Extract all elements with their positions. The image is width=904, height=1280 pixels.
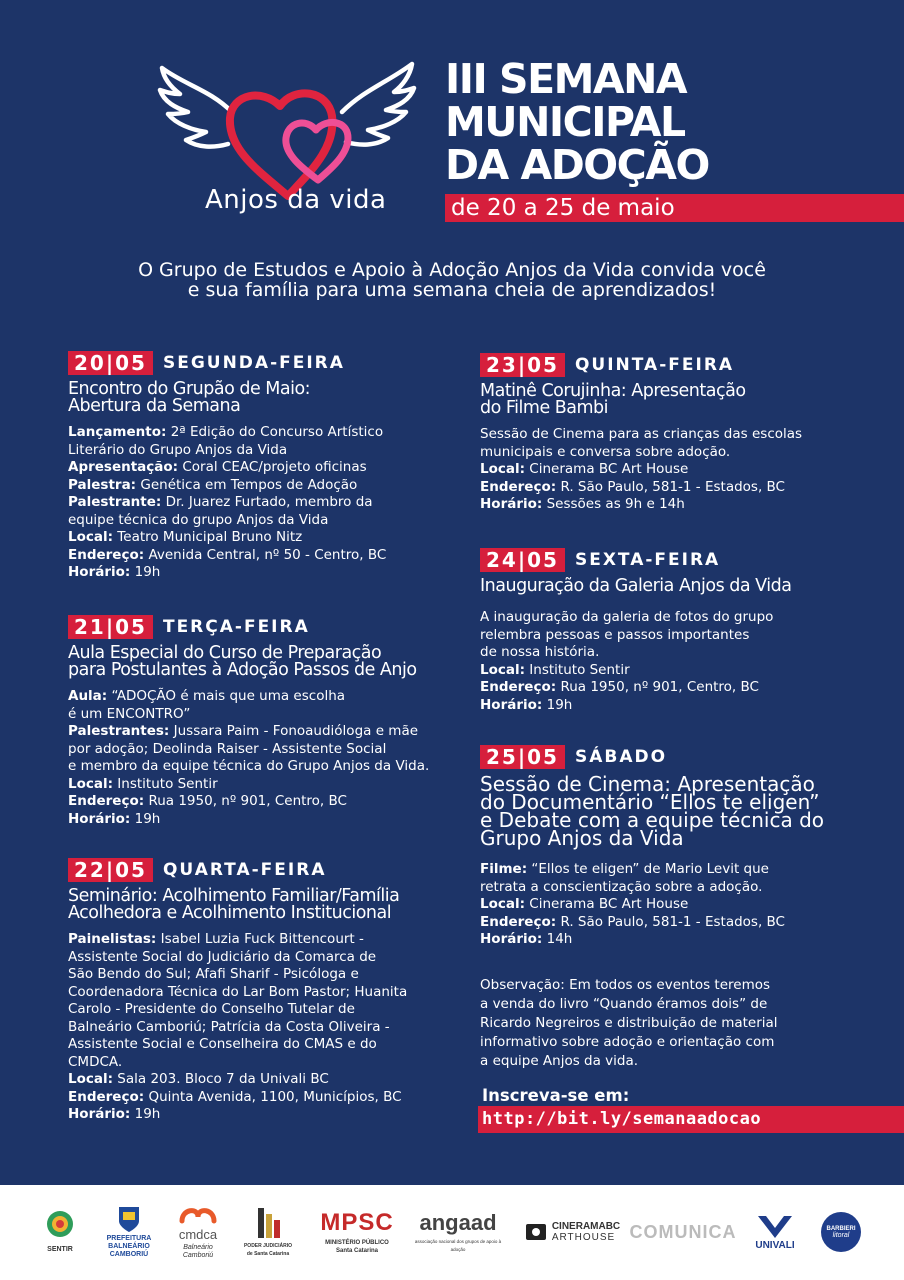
sentir-caption: SENTIR [47,1246,73,1253]
detail-label: Lançamento: [68,424,167,440]
detail-line [480,479,802,497]
detail-line [480,627,791,645]
detail-label: Painelistas: [68,931,157,947]
detail-text: Instituto Sentir [113,775,218,792]
date-badge: 21|05 [68,615,153,639]
observation-line: Observação: Em todos os eventos teremos [480,977,771,993]
mpsc-name: MPSC [320,1209,394,1236]
event-friday [480,548,791,714]
event-details [480,426,802,514]
sentir-logo [40,1197,80,1267]
detail-text: relembra pessoas e passos importantes [480,626,750,643]
detail-line [480,914,824,932]
title-line: do Documentário “Ellos te eligen” [480,790,820,814]
detail-text: é um ENCONTRO” [68,705,191,722]
caption-line: CAMBORIÚ [109,1251,149,1258]
detail-line [480,644,791,662]
detail-line [68,741,429,759]
detail-line [68,793,429,811]
detail-text: Cinerama BC Art House [525,896,689,912]
day-name: TERÇA-FEIRA [162,617,310,637]
comunica-name: COMUNICA [629,1221,737,1242]
detail-line [68,547,386,565]
detail-line [68,459,386,477]
caption-line: BARBIERI [826,1225,856,1232]
day-name: SEXTA-FEIRA [574,550,721,570]
detail-label: Local: [68,775,114,792]
signup-link-banner[interactable] [478,1106,904,1133]
coat-of-arms-icon [117,1205,141,1233]
detail-text: Rua 1950, nº 901, Centro, BC [556,679,759,695]
detail-text: CMDCA. [68,1053,123,1070]
detail-label: Endereço: [480,478,557,495]
detail-line [68,758,429,776]
detail-label: Horário: [68,810,131,827]
detail-text: Genética em Tempos de Adoção [136,476,358,493]
cinerama-logo [522,1197,622,1267]
caption-line: PREFEITURA [106,1235,152,1242]
detail-text: Coral CEAC/projeto oficinas [178,459,367,475]
detail-line [68,723,429,741]
detail-line [68,477,386,495]
detail-text: por adoção; Deolinda Raiser - Assistente Social [68,740,387,757]
detail-line [480,461,802,479]
detail-text: Assistente Social e Conselheira do CMAS e do [68,1036,377,1052]
detail-line [68,1071,407,1089]
detail-line [68,966,407,984]
event-details [68,688,429,828]
cmdca-icon [178,1205,218,1227]
detail-text: Coordenadora Técnica do Lar Bom Pastor; Huanita [68,983,408,1000]
date-range-banner [445,194,904,222]
detail-text: Avenida Central, nº 50 - Centro, BC [144,546,387,563]
cmdca-caption: Balneário Camboriú [182,1243,214,1259]
detail-text: Carolo - Presidente do Conselho Tutelar de [68,1001,355,1017]
detail-text: 2ª Edição do Concurso Artístico [166,424,384,440]
angaad-name: angaad [419,1210,497,1235]
detail-label: Horário: [68,1106,131,1122]
judiciario-logo [243,1197,293,1267]
event-title [480,772,825,850]
detail-label: Local: [480,896,526,912]
detail-text: 19h [130,1106,161,1122]
comunica-logo [629,1197,737,1267]
detail-line [68,688,429,706]
caption-line: ARTHOUSE [551,1232,616,1243]
detail-text: Sala 203. Bloco 7 da Univali BC [113,1071,329,1087]
detail-text: e membro da equipe técnica do Grupo Anjos da Vida. [68,758,430,774]
title-line: Grupo Anjos da Vida [480,826,684,850]
day-name: SÁBADO [574,747,668,767]
detail-text: Sessões as 9h e 14h [542,496,685,512]
sponsor-logos [0,1185,904,1280]
detail-text: Dr. Juarez Furtado, membro da [161,494,373,510]
univali-name: UNIVALI [755,1239,795,1251]
detail-line [68,529,386,547]
detail-label: Palestra: [68,476,137,493]
event-wednesday [68,858,407,1124]
detail-text: “Ellos te eligen” de Mario Levit que [527,861,769,877]
detail-label: Horário: [68,564,131,580]
detail-line [68,1089,407,1107]
intro-text [60,260,844,300]
detail-text: Instituto Sentir [525,661,630,678]
title-line: Matinê Corujinha: Apresentação [480,381,746,401]
univali-logo [748,1197,802,1267]
detail-line [68,1036,407,1054]
detail-label: Endereço: [68,546,145,563]
title-line: Encontro do Grupão de Maio: [68,379,311,399]
detail-line [68,1106,407,1124]
cmdca-logo [172,1197,224,1267]
detail-text: 19h [130,810,161,827]
detail-text: Isabel Luzia Fuck Bittencourt - [156,931,364,947]
title-line: DA ADOÇÃO [445,141,709,189]
detail-line [68,1019,407,1037]
detail-line [480,931,824,949]
barbieri-logo [818,1197,864,1267]
detail-text: equipe técnica do grupo Anjos da Vida [68,511,329,528]
intro-line: O Grupo de Estudos e Apoio à Adoção Anjos da Vida convida você [138,259,766,281]
detail-line [480,609,791,627]
event-details [68,424,386,582]
detail-label: Local: [68,529,114,545]
event-title [68,888,407,922]
detail-line [68,494,386,512]
judiciario-caption [244,1242,292,1258]
judiciario-icon [254,1206,282,1240]
event-details [68,931,407,1124]
detail-text: Jussara Paim - Fonoaudióloga e mãe [169,723,419,739]
observation-line: Ricardo Negreiros e distribuição de material [480,1015,778,1031]
signup-link[interactable]: http://bit.ly/semanaadocao [482,1109,762,1129]
detail-label: Endereço: [480,679,557,695]
date-badge: 25|05 [480,745,565,769]
detail-line [68,1054,407,1072]
detail-line [68,424,386,442]
angaad-logo [412,1197,504,1267]
date-badge: 24|05 [480,548,565,572]
event-monday [68,351,386,582]
detail-line [68,564,386,582]
detail-label: Endereço: [68,793,145,809]
event-details [480,861,824,949]
detail-text: Assistente Social do Judiciário da Comarca de [68,948,377,965]
observation-note [480,976,778,1071]
date-badge: 23|05 [480,353,565,377]
detail-text: São Bendo do Sul; Afafi Sharif - Psicóloga e [68,966,359,982]
caption-line: Santa Catarina [335,1248,378,1254]
detail-text: Cinerama BC Art House [525,461,689,477]
event-title [68,381,386,415]
detail-line [68,706,429,724]
logo-text: Anjos da vida [205,185,387,215]
detail-text: Teatro Municipal Bruno Nitz [113,529,303,545]
detail-label: Filme: [480,861,528,877]
detail-label: Horário: [480,931,543,947]
balneario-logo [104,1197,154,1267]
detail-text: de nossa história. [480,644,600,660]
title-line: e Debate com a equipe técnica do [480,808,825,832]
detail-line [68,442,386,460]
event-saturday [480,745,824,949]
title-line: Seminário: Acolhimento Familiar/Família [68,886,400,906]
detail-text: 14h [542,931,573,947]
detail-label: Aula: [68,688,108,704]
detail-text: R. São Paulo, 581-1 - Estados, BC [556,913,785,930]
title-line: MUNICIPAL [445,98,685,146]
detail-line [68,811,429,829]
detail-line [480,896,824,914]
detail-line [68,1001,407,1019]
detail-text: Rua 1950, nº 901, Centro, BC [144,793,347,809]
day-name: SEGUNDA-FEIRA [162,353,345,373]
detail-line [68,931,407,949]
detail-label: Palestrantes: [68,723,170,739]
title-line: Sessão de Cinema: Apresentação [480,772,815,796]
detail-text: municipais e conversa sobre adoção. [480,443,731,460]
caption-line: litoral [832,1231,850,1239]
event-title [480,383,802,417]
film-reel-icon [524,1220,548,1244]
detail-text: retrata a conscientização sobre a adoção. [480,878,763,895]
detail-label: Horário: [480,496,543,512]
observation-line: a venda do livro “Quando éramos dois” de [480,996,768,1012]
detail-text: 19h [542,696,573,713]
detail-line [68,984,407,1002]
detail-line [68,512,386,530]
event-title [480,578,791,595]
event-thursday [480,353,802,514]
day-name: QUINTA-FEIRA [574,355,735,375]
detail-label: Endereço: [68,1088,145,1105]
detail-line [480,861,824,879]
day-name: QUARTA-FEIRA [162,860,327,880]
detail-label: Horário: [480,696,543,713]
barbieri-badge [821,1212,861,1252]
detail-text: Quinta Avenida, 1100, Municípios, BC [144,1088,402,1105]
title-line: Abertura da Semana [68,396,241,416]
detail-line [480,496,802,514]
univali-icon [756,1214,794,1240]
title-line: para Postulantes à Adoção Passos de Anjo [68,660,417,680]
observation-line: a equipe Anjos da vida. [480,1053,639,1069]
caption-line: CINERAMABC [551,1221,621,1232]
detail-line [480,662,791,680]
detail-label: Local: [68,1071,114,1087]
detail-label: Apresentação: [68,459,179,475]
detail-line [480,879,824,897]
detail-label: Local: [480,461,526,477]
event-details [480,609,791,714]
cinerama-text [552,1221,620,1243]
date-badge: 22|05 [68,858,153,882]
observation-line: informativo sobre adoção e orientação com [480,1034,775,1050]
intro-line: e sua família para uma semana cheia de aprendizados! [187,279,717,301]
event-tuesday [68,615,429,828]
title-line: do Filme Bambi [480,398,609,418]
detail-text: Sessão de Cinema para as crianças das escolas [480,426,803,442]
date-range-text: de 20 a 25 de maio [451,195,675,221]
detail-text: Literário do Grupo Anjos da Vida [68,441,288,458]
cmdca-name: cmdca [178,1226,218,1242]
detail-line [68,776,429,794]
detail-text: Balneário Camboriú; Patrícia da Costa Oliveira - [68,1018,390,1035]
detail-line [480,426,802,444]
detail-text: 19h [130,564,161,580]
date-badge: 20|05 [68,351,153,375]
caption-line: MINISTÉRIO PÚBLICO [325,1240,389,1246]
detail-label: Endereço: [480,913,557,930]
mpsc-caption [325,1239,389,1255]
mpsc-logo [320,1197,394,1267]
caption-line: de Santa Catarina [246,1251,290,1257]
title-line: Aula Especial do Curso de Preparação [68,643,382,663]
title-line: Acolhedora e Acolhimento Institucional [68,903,392,923]
detail-text: R. São Paulo, 581-1 - Estados, BC [556,478,785,495]
detail-line [480,697,791,715]
event-title [68,645,429,679]
detail-label: Palestrante: [68,494,162,510]
balneario-caption [107,1235,152,1259]
detail-text: A inauguração da galeria de fotos do grupo [480,609,774,625]
detail-label: Local: [480,661,526,678]
signup-label: Inscreva-se em: [482,1086,630,1105]
caption-line: PODER JUDICIÁRIO [243,1243,293,1249]
event-title [445,55,709,189]
title-line: III SEMANA [445,55,687,103]
detail-line [68,949,407,967]
detail-line [480,444,802,462]
detail-text: “ADOÇÃO é mais que uma escolha [107,688,346,704]
detail-line [480,679,791,697]
sentir-icon [45,1210,75,1244]
angaad-caption: associação nacional dos grupos de apoio à adoção [414,1239,502,1252]
title-line: Inauguração da Galeria Anjos da Vida [480,576,792,596]
caption-line: BALNEÁRIO [108,1243,150,1250]
